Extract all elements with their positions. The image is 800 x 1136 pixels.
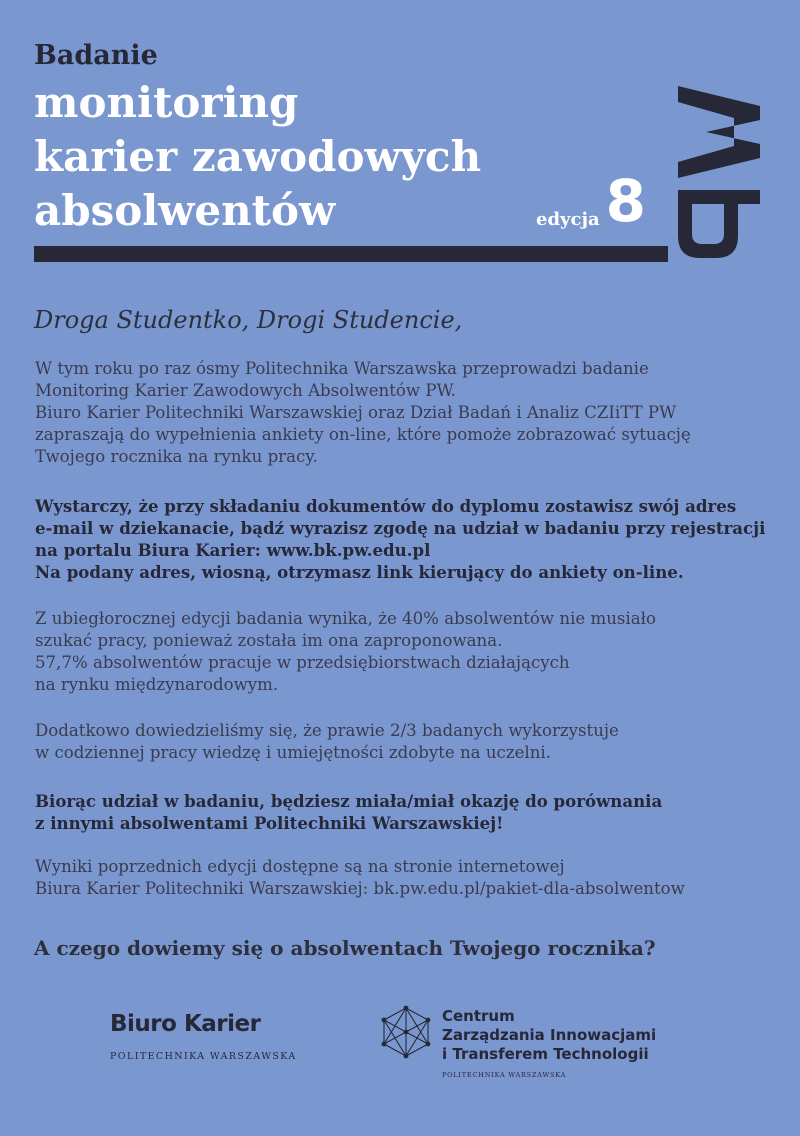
- header-rule: [34, 246, 668, 262]
- text-line: zapraszają do wypełnienia ankiety on-line, które pomoże zobrazować sytuację: [35, 425, 691, 444]
- kicker: Badanie: [34, 40, 158, 71]
- cziitt-logo: [442, 1007, 656, 1064]
- paragraph-previous-results: [35, 856, 685, 900]
- text-line: w codziennej pracy wiedzę i umiejętności zdobyte na uczelni.: [35, 743, 551, 762]
- paragraph-intro: [35, 358, 691, 468]
- pw-logo: [676, 86, 762, 264]
- network-icon: [378, 1004, 434, 1060]
- greeting: Droga Studentko, Drogi Studencie,: [34, 306, 463, 334]
- closing-question: A czego dowiemy się o absolwentach Twojego rocznika?: [34, 936, 656, 960]
- paragraph-instructions: [35, 495, 765, 583]
- paragraph-results: [35, 608, 656, 696]
- text-line: e-mail w dziekanacie, bądź wyrazisz zgodę na udział w badaniu przy rejestracji: [35, 518, 766, 538]
- text-line: Wyniki poprzednich edycji dostępne są na stronie internetowej: [35, 857, 565, 876]
- text-line: Biuro Karier Politechniki Warszawskiej oraz Dział Badań i Analiz CZIiTT PW: [35, 403, 677, 422]
- paragraph-call-to-action: [35, 790, 662, 834]
- cziitt-name-line: Zarządzania Innowacjami: [442, 1026, 657, 1044]
- page-title: [34, 76, 481, 238]
- cziitt-name-line: i Transferem Technologii: [442, 1045, 649, 1063]
- text-line: Biura Karier Politechniki Warszawskiej: bk.pw.edu.pl/pakiet-dla-absolwentow: [35, 879, 685, 898]
- text-line: na rynku międzynarodowym.: [35, 675, 279, 694]
- edition-number: 8: [605, 167, 646, 235]
- biuro-karier-subtitle: POLITECHNIKA WARSZAWSKA: [110, 1051, 297, 1062]
- text-line: na portalu Biura Karier: www.bk.pw.edu.pl: [35, 540, 431, 560]
- text-line: Twojego rocznika na rynku pracy.: [35, 447, 318, 466]
- title-line: monitoring: [34, 78, 299, 127]
- text-line: Na podany adres, wiosną, otrzymasz link kierujący do ankiety on-line.: [35, 562, 684, 582]
- paragraph-additional: [35, 720, 619, 764]
- text-line: Z ubiegłorocznej edycji badania wynika, że 40% absolwentów nie musiało: [35, 609, 656, 628]
- text-line: Monitoring Karier Zawodowych Absolwentów PW.: [35, 381, 456, 400]
- text-line: z innymi absolwentami Politechniki Warszawskiej!: [35, 813, 504, 833]
- biuro-karier-logo: Biuro Karier: [110, 1011, 261, 1037]
- edition-label: edycja: [536, 209, 600, 230]
- cziitt-name-line: Centrum: [442, 1007, 515, 1025]
- cziitt-subtitle: POLITECHNIKA WARSZAWSKA: [442, 1071, 567, 1079]
- title-line: karier zawodowych: [34, 132, 482, 181]
- text-line: Biorąc udział w badaniu, będziesz miała/miał okazję do porównania: [35, 791, 663, 811]
- text-line: 57,7% absolwentów pracuje w przedsiębiorstwach działających: [35, 653, 570, 672]
- text-line: Wystarczy, że przy składaniu dokumentów do dyplomu zostawisz swój adres: [35, 496, 737, 516]
- edition-badge: [536, 167, 646, 235]
- text-line: szukać pracy, ponieważ została im ona zaproponowana.: [35, 631, 503, 650]
- title-line: absolwentów: [34, 186, 336, 235]
- text-line: W tym roku po raz ósmy Politechnika Warszawska przeprowadzi badanie: [35, 359, 649, 378]
- text-line: Dodatkowo dowiedzieliśmy się, że prawie 2/3 badanych wykorzystuje: [35, 721, 619, 740]
